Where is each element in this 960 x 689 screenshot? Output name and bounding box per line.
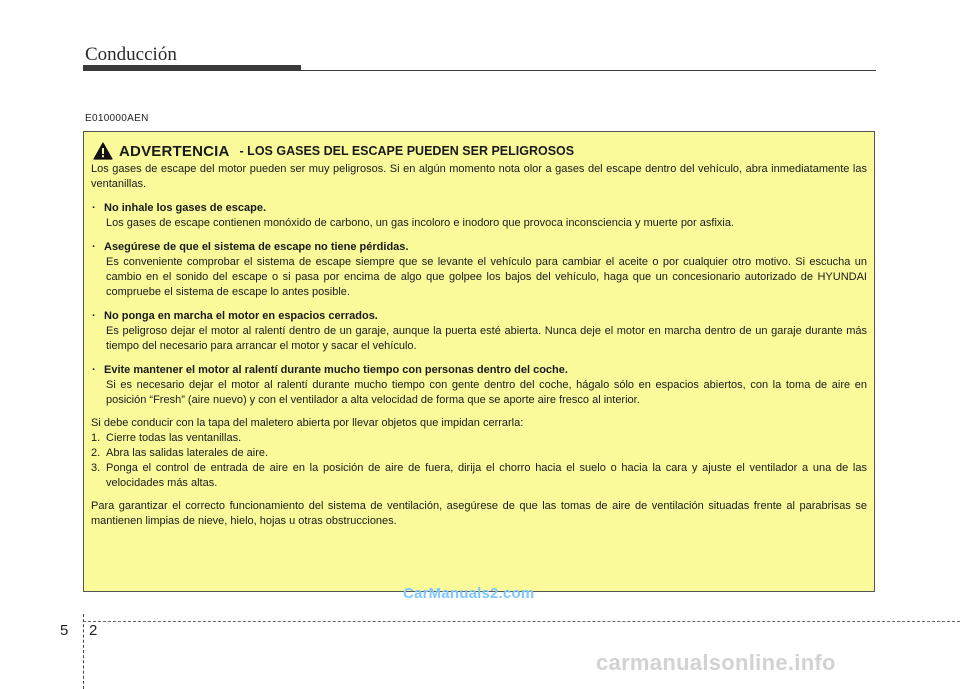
warning-item-body: Los gases de escape contienen monóxido de carbono, un gas incoloro e inodoro que provoca inconsciencia y muerte por asfixia. [106,217,735,229]
bullet: · [92,241,96,253]
warning-header [91,141,867,161]
step-number: 1. [91,432,101,444]
warning-item-title: No ponga en marcha el motor en espacios cerrados. [104,310,378,322]
warning-item [91,240,867,300]
step-item [91,446,867,461]
step-text: Cierre todas las ventanillas. [106,432,242,444]
warning-box [83,131,875,592]
bullet: · [92,364,96,376]
header-rule-thick [83,65,301,71]
step-number: 2. [91,447,101,459]
warning-item [91,363,867,408]
warning-item-body: Es conveniente comprobar el sistema de escape siempre que se levante el vehículo para cambiar el aceite o por cualquier otro motivo. Si escucha un cambio en el sonido del escape o si pasa por encima de algo que golpee los bajos del vehículo, haga que un concesionario autorizado de HYUNDAI compruebe el sistema de escape lo antes posible. [106,256,867,298]
watermark-carmanuals: CarManuals2.com [403,585,535,602]
step-number: 3. [91,462,101,474]
section-code: E010000AEN [85,113,149,124]
bullet: · [92,310,96,322]
warning-item-body: Es peligroso dejar el motor al ralentí dentro de un garaje, aunque la puerta esté abierta. Nunca deje el motor en marcha dentro de un garaje durante más tiempo del necesario para arrancar el motor y sacar el vehículo. [106,325,867,352]
step-text: Ponga el control de entrada de aire en la posición de aire de fuera, dirija el chorro hacia el suelo o hacia la cara y ajuste el ventilador a una de las velocidades más altas. [106,462,867,489]
warning-triangle-icon [93,142,113,160]
watermark-site: carmanualsonline.info [596,650,836,675]
warning-item [91,201,867,231]
step-item [91,431,867,446]
warning-item-title: Asegúrese de que el sistema de escape no tiene pérdidas. [104,241,409,253]
bullet: · [92,202,96,214]
page-title: Conducción [85,44,177,65]
footer-vertical-rule [83,614,85,689]
warning-word: ADVERTENCIA [119,142,230,160]
footer-rule [83,621,960,622]
step-item [91,461,867,491]
warning-item [91,309,867,354]
warning-intro: Los gases de escape del motor pueden ser muy peligrosos. Si en algún momento nota olor a gases del escape dentro del vehículo, abra inmediatamente las ventanillas. [91,163,867,190]
header-rule-thin [301,70,876,71]
warning-item-body: Si es necesario dejar el motor al ralentí durante mucho tiempo con gente dentro del coche, hágalo sólo en espacios abiertos, con la toma de aire en posición “Fresh” (aire nuevo) y con el ventilador a alta velocidad de forma que se aporte aire fresco al interior. [106,379,867,406]
warning-item-title: Evite mantener el motor al ralentí durante mucho tiempo con personas dentro del coche. [104,364,568,376]
warning-item-title: No inhale los gases de escape. [104,202,267,214]
warning-subtitle: - LOS GASES DEL ESCAPE PUEDEN SER PELIGROSOS [239,143,575,158]
trunk-intro: Si debe conducir con la tapa del maletero abierta por llevar objetos que impidan cerrarla: [91,417,524,429]
closing-paragraph: Para garantizar el correcto funcionamiento del sistema de ventilación, asegúrese de que las tomas de aire de ventilación situadas frente al parabrisas se mantienen limpias de nieve, hielo, hojas u otras obstrucciones. [91,500,867,527]
page-number-value: 2 [89,622,98,639]
step-text: Abra las salidas laterales de aire. [106,447,269,459]
chapter-number: 5 [60,622,69,639]
